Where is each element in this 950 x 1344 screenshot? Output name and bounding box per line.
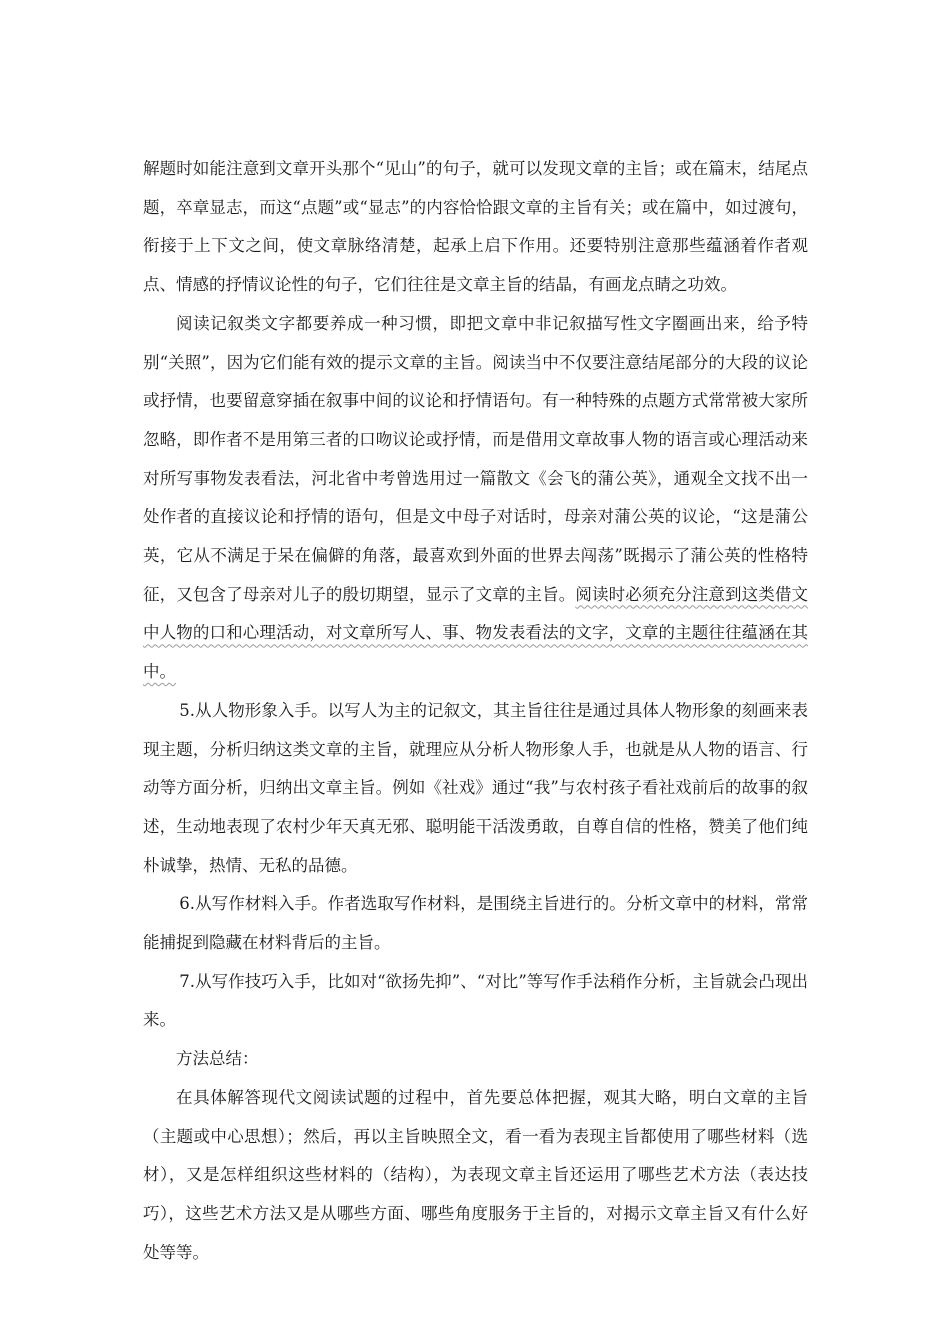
paragraph-7: 在具体解答现代文阅读试题的过程中，首先要总体把握，观其大略，明白文章的主旨（主题或中心思想）；然后，再以主旨映照全文，看一看为表现主旨都使用了哪些材料（选材），又是怎样组织这些材料的（结构），为表现文章主旨还运用了哪些艺术方法（表达技巧），这些艺术方法又是从哪些方面、哪些角度服务于主旨的，对揭示文章主旨又有什么好处等等。: [143, 1087, 808, 1262]
paragraph-3: 5.从人物形象入手。以写人为主的记叙文，其主旨往往是通过具体人物形象的刻画来表现主题，分析归纳这类文章的主旨，就理应从分析人物形象人手，也就是从人物的语言、行动等方面分析，归纳出文章主旨。例如《社戏》通过“我”与农村孩子看社戏前后的故事的叙述，生动地表现了农村少年天真无邪、聪明能干活泼勇敢，自尊自信的性格，赞美了他们纯朴诚挚，热情、无私的品德。: [143, 700, 808, 875]
paragraph-1: 解题时如能注意到文章开头那个“见山”的句子，就可以发现文章的主旨；或在篇末，结尾点题，卒章显志，而这“点题”或“显志”的内容恰恰跟文章的主旨有关；或在篇中，如过渡句，衔接于上下文之间，使文章脉络清楚，起承上启下作用。还要特别注意那些蕴涵着作者观点、情感的抒情议论性的句子，它们往往是文章主旨的结晶，有画龙点睛之功效。: [143, 159, 808, 295]
paragraph-5: 7.从写作技巧入手，比如对“欲扬先抑”、“对比”等写作手法稍作分析，主旨就会凸现出来。: [143, 971, 808, 1030]
document-body: [143, 150, 808, 1272]
paragraph-2: [143, 305, 808, 692]
paragraph-2-text: 阅读记叙类文字都要养成一种习惯，即把文章中非记叙描写性文字圈画出来，给予特别“关照”，因为它们能有效的提示文章的主旨。阅读当中不仅要注意结尾部分的大段的议论或抒情，也要留意穿插在叙事中间的议论和抒情语句。有一种特殊的点题方式常常被大家所忽略，即作者不是用第三者的口吻议论或抒情，而是借用文章故事人物的语言或心理活动来对所写事物发表看法，河北省中考曾选用过一篇散文《会飞的蒲公英》，通观全文找不出一处作者的直接议论和抒情的语句，但是文中母子对话时，母亲对蒲公英的议论，“这是蒲公英，它从不满足于呆在偏僻的角落，最喜欢到外面的世界去闯荡”既揭示了蒲公英的性格特征，又包含了母亲对儿子的殷切期望，显示了文章的主旨。: [143, 313, 808, 604]
paragraph-2-underlined-text: 阅读时必须充分注意到这类借文中人物的口和心理活动，对文章所写人、事、物发表看法的文字，文章的主题往往蕴涵在其中。: [143, 584, 809, 682]
section-heading-method-summary: 方法总结：: [176, 1049, 259, 1069]
paragraph-4: 6.从写作材料入手。作者选取写作材料，是围绕主旨进行的。分析文章中的材料，常常能捕捉到隐藏在材料背后的主旨。: [143, 894, 808, 953]
